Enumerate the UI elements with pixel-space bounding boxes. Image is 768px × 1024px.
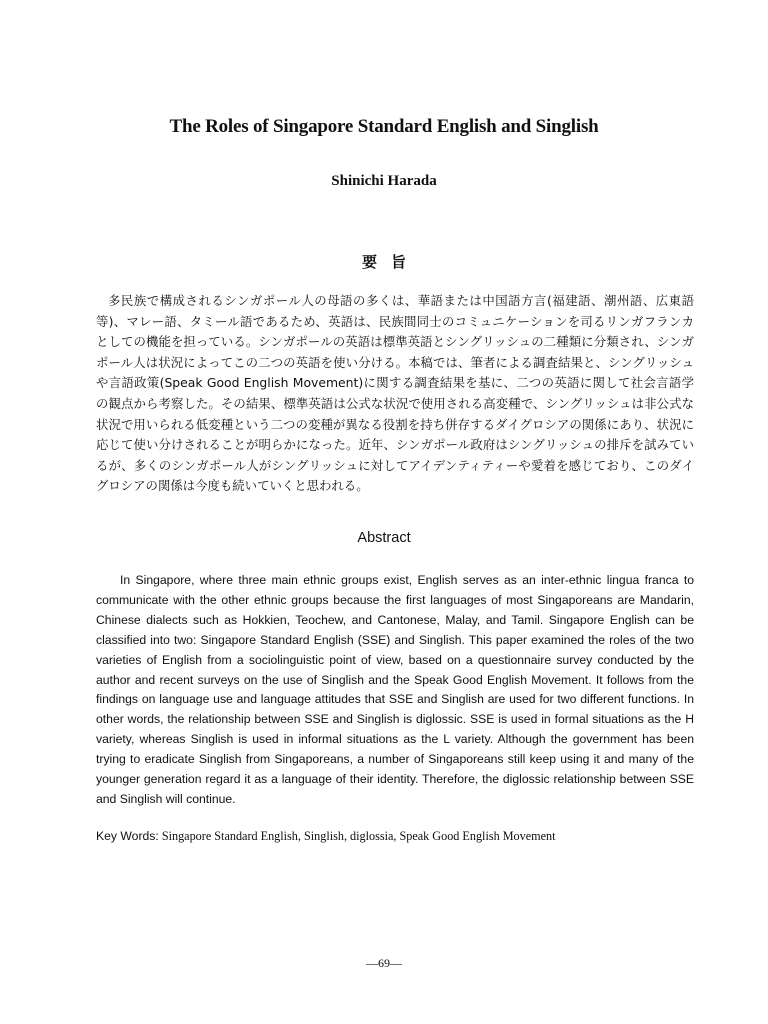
- abstract-heading: Abstract: [357, 530, 411, 546]
- page-number: —69—: [366, 956, 402, 970]
- japanese-abstract-heading: 要旨: [361, 253, 420, 271]
- keywords-values: Singapore Standard English, Singlish, diglossia, Speak Good English Movement: [161, 829, 556, 843]
- keywords-label: Key Words:: [96, 829, 159, 843]
- keywords-line: [96, 829, 694, 844]
- japanese-abstract-body: 多民族で構成されるシンガポール人の母語の多くは、華語または中国語方言(福建語、潮州語、広東語等)、マレー語、タミール語であるため、英語は、民族間同士のコミュニケーションを司るリンガフランカとしての機能を担っている。シンガポールの英語は標準英語とシングリッシュの二種類に分類され、シンガポール人は状況によってこの二つの英語を使い分ける。本稿では、筆者による調査結果と、シングリッシュや言語政策(Speak Good English Movement)に関する調査結果を基に、二つの英語に関して社会言語学の観点から考察した。その結果、標準英語は公式な状況で使用される高変種で、シングリッシュは非公式な状況で用いられる低変種という二つの変種が異なる役割を持ち併存するダイグロシアの関係にあり、状況に応じて使い分けされることが明らかになった。近年、シンガポール政府はシングリッシュの排斥を試みているが、多くのシンガポール人がシングリッシュに対してアイデンティティーや愛着を感じており、このダイグロシアの関係は今度も続いていくと思われる。: [96, 293, 694, 494]
- abstract-body: In Singapore, where three main ethnic groups exist, English serves as an inter-ethnic lingua franca to communicate with the other ethnic groups because the first languages of most Singaporeans are Mandarin, Chinese dialects such as Hokkien, Teochew, and Cantonese, Malay, and Tamil. Singapore English can be classified into two: Singapore Standard English (SSE) and Singlish. This paper examined the roles of the two varieties of English from a sociolinguistic point of view, based on a questionnaire survey conducted by the author and recent surveys on the use of Singlish and the Speak Good English Movement. It follows from the findings on language use and language attitudes that SSE and Singlish are used for two different functions. In other words, the relationship between SSE and Singlish is diglossic. SSE is used in formal situations as the H variety, whereas Singlish is used in informal situations as the L variety. Although the government has been trying to eradicate Singlish from Singaporeans, a number of Singaporeans still keep using it and many of the younger generation regard it as a language of their identity. Therefore, the diglossic relationship between SSE and Singlish will continue.: [96, 573, 694, 806]
- paper-title: The Roles of Singapore Standard English and Singlish: [169, 116, 599, 137]
- author-name: Shinichi Harada: [331, 173, 437, 189]
